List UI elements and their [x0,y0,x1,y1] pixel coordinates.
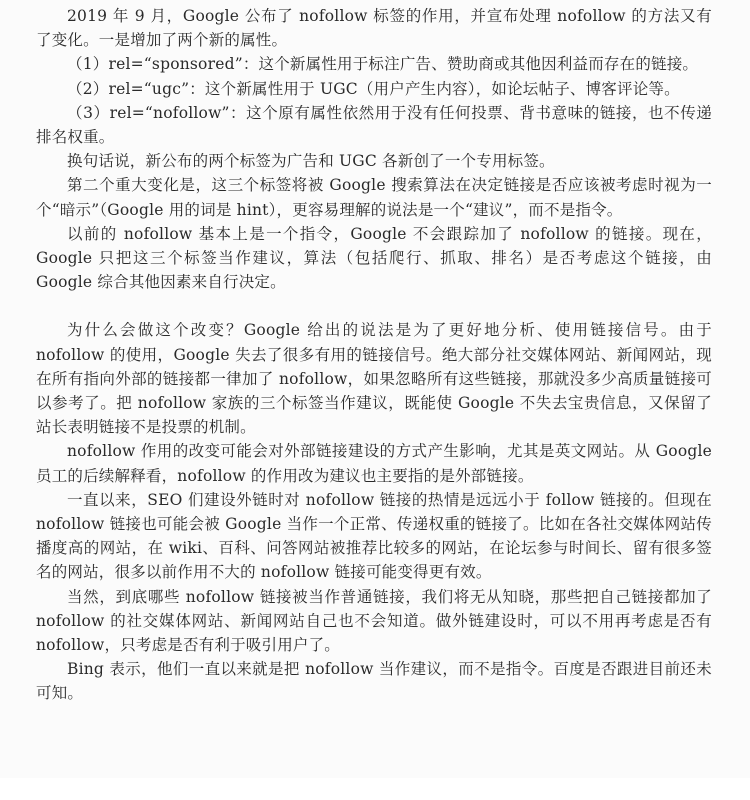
paragraph-summary: 换句话说，新公布的两个标签为广告和 UGC 各新创了一个专用标签。 [67,152,555,171]
list-item-nofollow: （3）rel=“nofollow”：这个原有属性依然用于没有任何投票、背书意味的链接，也不传递排名权重。 [36,103,712,147]
list-item-ugc: （2）rel=“ugc”：这个新属性用于 UGC（用户产生内容），如论坛帖子、博客评论等。 [67,79,680,98]
document-body [36,4,712,706]
paragraph-bing-baidu: Bing 表示，他们一直以来就是把 nofollow 当作建议，而不是指令。百度是否跟进目前还未可知。 [36,660,712,703]
paragraph-impact: nofollow 作用的改变可能会对外部链接建设的方式产生影响，尤其是英文网站。从 Google 员工的后续解释看，nofollow 的作用改为建议也主要指的是外部链接。 [36,442,712,485]
paragraph-seo-outreach: 一直以来，SEO 们建设外链时对 nofollow 链接的热情是远远小于 follow 链接的。但现在 nofollow 链接也可能会被 Google 当作一个正常、传递权重的链接了。比如在各社交媒体网站传播度高的网站，在 wiki、百科、问答网站被推荐比较多的网站，在论坛参与时间长、留有很多签名的网站，很多以前作用不大的 nofollow 链接可能变得更有效。 [36,490,712,582]
paragraph-second-change: 第二个重大变化是，这三个标签将被 Google 搜索算法在决定链接是否应该被考虑时视为一个“暗示”（Google 用的词是 hint），更容易理解的说法是一个“建议”，而不是指令。 [36,176,712,219]
page-bottom-margin [0,778,750,800]
paragraph-previous-nofollow: 以前的 nofollow 基本上是一个指令，Google 不会跟踪加了 nofollow 的链接。现在，Google 只把这三个标签当作建议，算法（包括爬行、抓取、排名）是否考虑这个链接，由 Google 综合其他因素来自行决定。 [36,224,712,292]
paragraph-intro: 2019 年 9 月，Google 公布了 nofollow 标签的作用，并宣布处理 nofollow 的方法又有了变化。一是增加了两个新的属性。 [36,7,712,50]
paragraph-unknown: 当然，到底哪些 nofollow 链接被当作普通链接，我们将无从知晓，那些把自己链接都加了 nofollow 的社交媒体网站、新闻网站自己也不会知道。做外链建设时，可以不用再考虑是否有 nofollow，只考虑是否有利于吸引用户了。 [36,587,712,655]
paragraph-why-change: 为什么会做这个改变？Google 给出的说法是为了更好地分析、使用链接信号。由于 nofollow 的使用，Google 失去了很多有用的链接信号。绝大部分社交媒体网站、新闻网站，现在所有指向外部的链接都一律加了 nofollow，如果忽略所有这些链接，那就没多少高质量链接可以参考了。把 nofollow 家族的三个标签当作建议，既能使 Google 不失去宝贵信息，又保留了站长表明链接不是投票的机制。 [36,321,712,437]
list-item-sponsored: （1）rel=“sponsored”：这个新属性用于标注广告、赞助商或其他因利益而存在的链接。 [67,55,699,74]
